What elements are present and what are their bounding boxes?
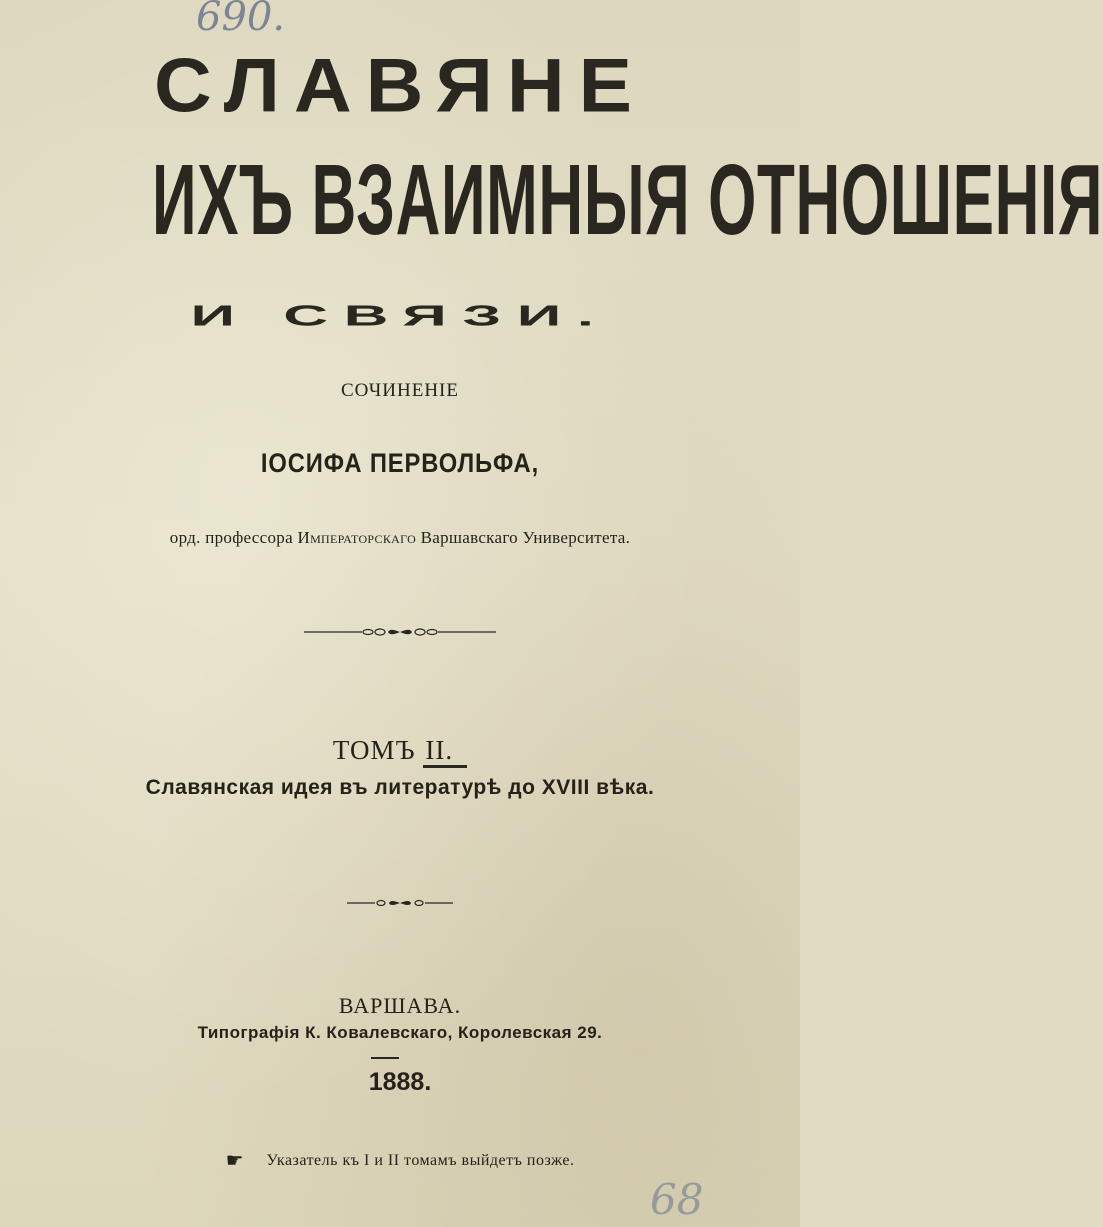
author-title-suffix: Варшавскаго Университета. [420, 528, 631, 547]
work-label: СОЧИНЕНІЕ [341, 380, 459, 401]
book-subtitle-continued: И СВЯЗИ. [190, 300, 610, 332]
author-name: ІОСИФА ПЕРВОЛЬФА, [260, 448, 540, 478]
footnote [0, 1148, 800, 1173]
handwritten-shelf-number: 690. [196, 0, 286, 40]
volume-subtitle: Славянская идея въ литературѣ до XVIII вѣка. [145, 776, 655, 799]
imprint-city: ВАРШАВА. [338, 993, 462, 1018]
year-rule [371, 1057, 399, 1059]
author-title [0, 528, 800, 548]
book-title: СЛАВЯНЕ [153, 43, 647, 128]
footnote-text: Указатель къ I и II томамъ выйдетъ позже. [266, 1152, 575, 1169]
ornament-divider-small [0, 896, 800, 910]
handwritten-page-number: 68 [650, 1175, 704, 1224]
book-subtitle: ИХЪ ВЗАИМНЫЯ ОТНОШЕНІЯ [152, 144, 1103, 256]
author-title-prefix: орд. профессора [169, 528, 293, 547]
volume-label: ТОМЪ [332, 735, 416, 765]
author-title-emphasis: Императорскаго [297, 528, 417, 547]
volume-heading [0, 735, 800, 766]
volume-number: II. [423, 735, 467, 768]
imprint-year: 1888. [368, 1068, 432, 1096]
imprint-printer: Типографія К. Ковалевскаго, Королевская 29. [197, 1023, 603, 1042]
ornament-divider [0, 624, 800, 640]
pointing-hand-icon: ☛ [225, 1150, 244, 1172]
